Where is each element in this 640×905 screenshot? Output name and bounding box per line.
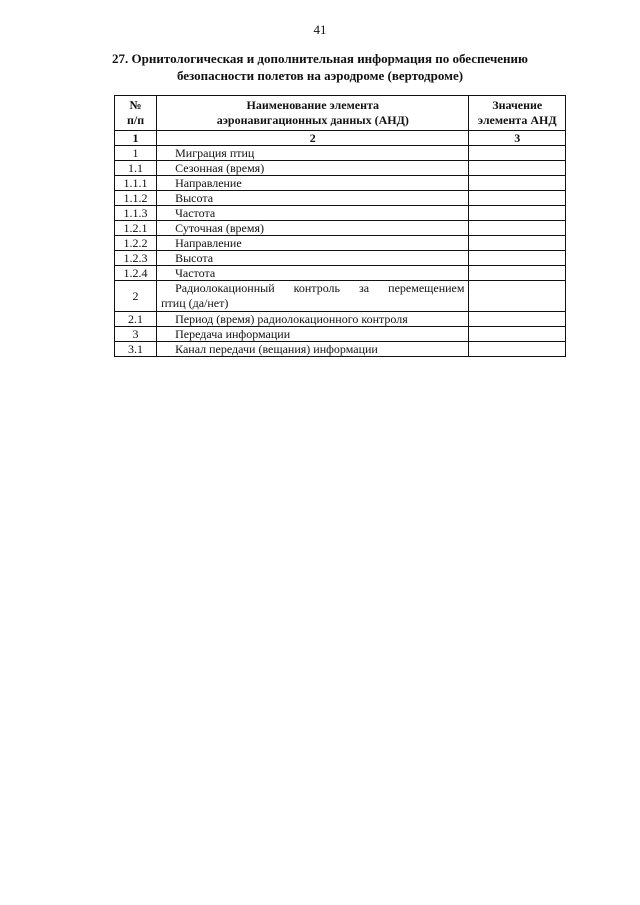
- table-row: [115, 312, 566, 327]
- row-name: Суточная (время): [157, 221, 469, 236]
- row-name: Сезонная (время): [157, 161, 469, 176]
- table-header-row: [115, 96, 566, 131]
- table-row: [115, 327, 566, 342]
- row-name: Передача информации: [157, 327, 469, 342]
- row-value[interactable]: [469, 191, 566, 206]
- table-row: [115, 342, 566, 357]
- row-num: 1.1.1: [115, 176, 157, 191]
- section-title: [100, 50, 540, 84]
- row-value[interactable]: [469, 266, 566, 281]
- column-number: 2: [157, 131, 469, 146]
- row-num: 3.1: [115, 342, 157, 357]
- section-title-line-1: 27. Орнитологическая и дополнительная информация по обеспечению: [112, 51, 528, 66]
- row-value[interactable]: [469, 251, 566, 266]
- row-name: Канал передачи (вещания) информации: [157, 342, 469, 357]
- row-value[interactable]: [469, 312, 566, 327]
- row-name: Направление: [157, 236, 469, 251]
- row-value[interactable]: [469, 146, 566, 161]
- row-num: 3: [115, 327, 157, 342]
- table-row: [115, 191, 566, 206]
- row-num: 1.2.2: [115, 236, 157, 251]
- page-number: 41: [313, 22, 327, 37]
- row-num: 1.1: [115, 161, 157, 176]
- table-row: [115, 221, 566, 236]
- section-title-line-2: безопасности полетов на аэродроме (вертодроме): [176, 68, 464, 83]
- and-table: [114, 95, 566, 357]
- table-row: [115, 146, 566, 161]
- row-value[interactable]: [469, 327, 566, 342]
- row-num: 1.2.1: [115, 221, 157, 236]
- table-row: [115, 251, 566, 266]
- row-num: 1.2.3: [115, 251, 157, 266]
- header-num: № п/п: [115, 96, 157, 131]
- row-value[interactable]: [469, 176, 566, 191]
- row-num: 1: [115, 146, 157, 161]
- row-name: Частота: [157, 206, 469, 221]
- header-name: Наименование элемента аэронавигационных данных (АНД): [157, 96, 469, 131]
- row-value[interactable]: [469, 236, 566, 251]
- row-name: Частота: [157, 266, 469, 281]
- column-number: 3: [469, 131, 566, 146]
- row-name: Высота: [157, 251, 469, 266]
- row-name: Период (время) радиолокационного контроля: [157, 312, 469, 327]
- row-name: [157, 281, 469, 312]
- row-value[interactable]: [469, 221, 566, 236]
- table-row: [115, 206, 566, 221]
- row-value[interactable]: [469, 206, 566, 221]
- column-number: 1: [115, 131, 157, 146]
- header-value: Значение элемента АНД: [469, 96, 566, 131]
- row-name: Миграция птиц: [157, 146, 469, 161]
- column-numbers-row: [115, 131, 566, 146]
- table-row: [115, 161, 566, 176]
- table-row: [115, 236, 566, 251]
- row-num: 2: [115, 281, 157, 312]
- row-name-line-1: Радиолокационный контроль за перемещением: [175, 281, 465, 295]
- table-row: [115, 281, 566, 312]
- row-name: Высота: [157, 191, 469, 206]
- row-name-line-2: птиц (да/нет): [161, 296, 229, 310]
- row-num: 1.2.4: [115, 266, 157, 281]
- table-row: [115, 176, 566, 191]
- row-value[interactable]: [469, 342, 566, 357]
- row-value[interactable]: [469, 281, 566, 312]
- table-row: [115, 266, 566, 281]
- row-num: 1.1.2: [115, 191, 157, 206]
- row-num: 1.1.3: [115, 206, 157, 221]
- row-num: 2.1: [115, 312, 157, 327]
- row-value[interactable]: [469, 161, 566, 176]
- row-name: Направление: [157, 176, 469, 191]
